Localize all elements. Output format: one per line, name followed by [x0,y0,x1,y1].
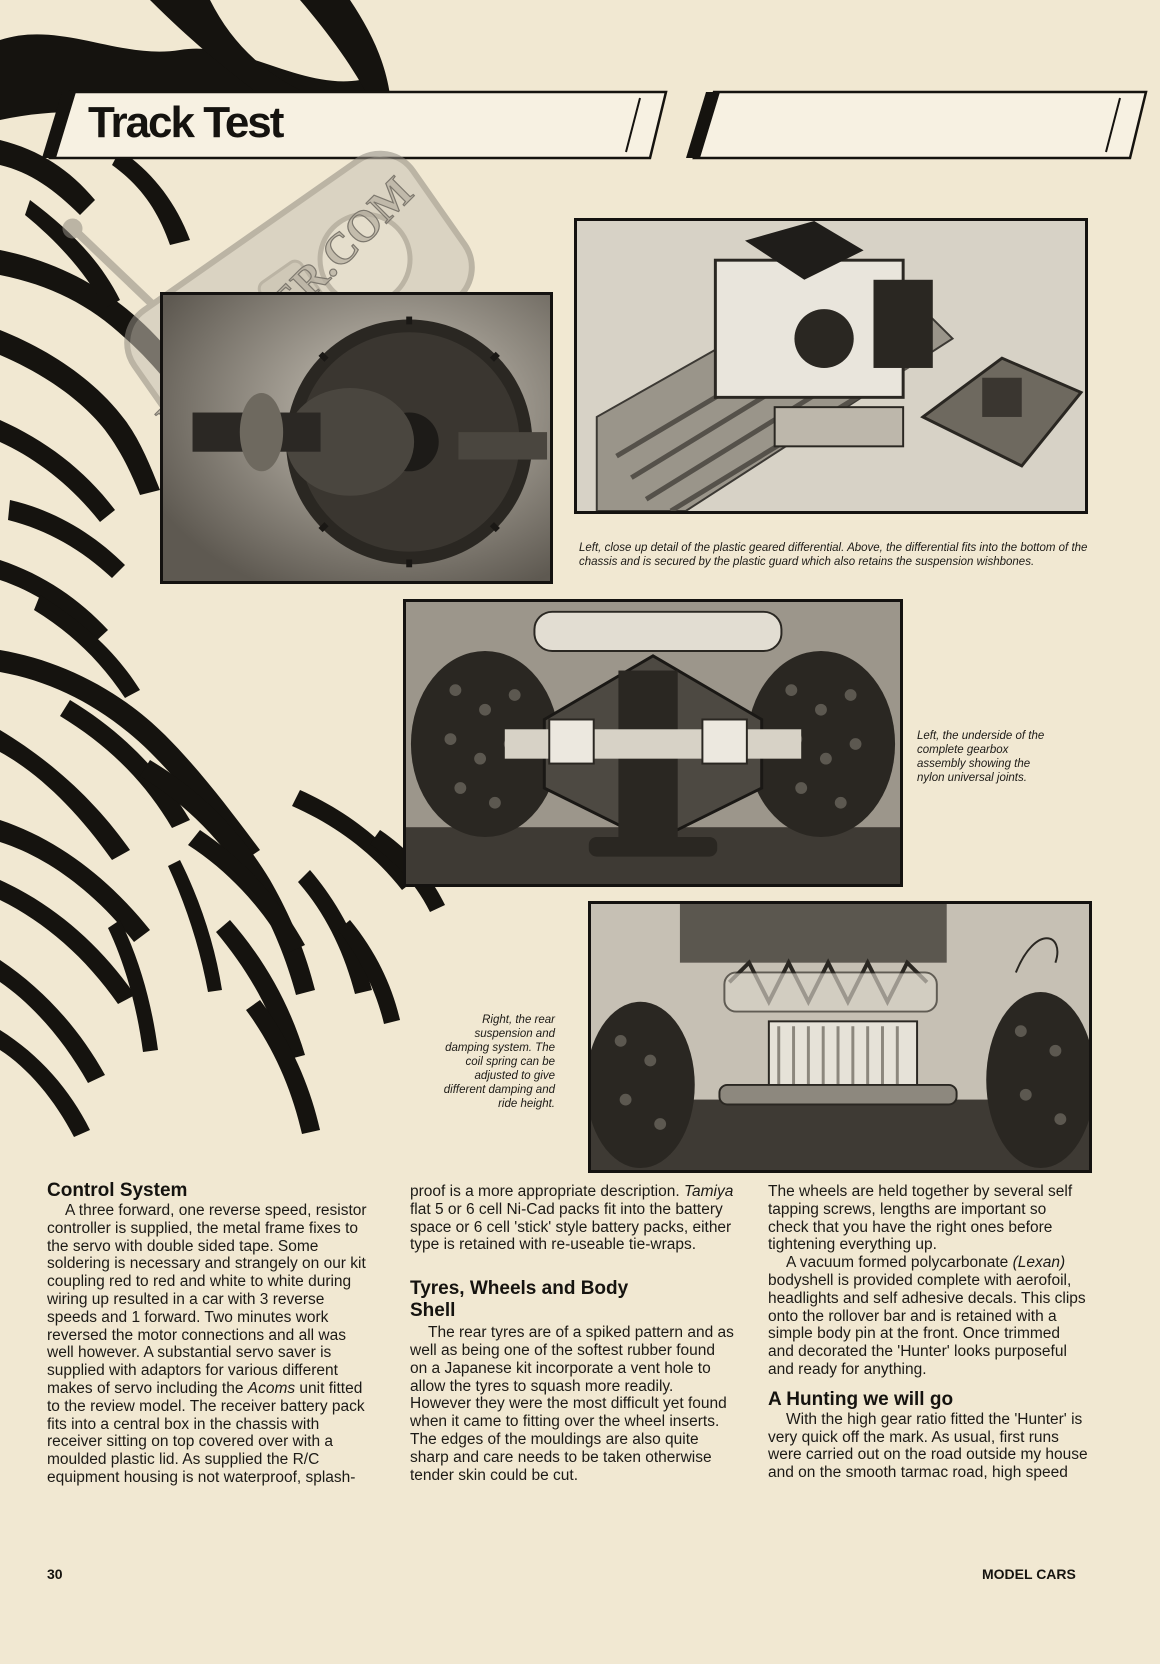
photo-differential [160,292,553,584]
photo-chassis [574,218,1088,514]
caption-gearbox-line: Left, the underside of the [917,730,1045,742]
text-span: bodyshell is provided complete with aerofoil, headlights and self adhesive decals. This clips onto the rollover bar and is retained with a simple body pin at the front. Once trimmed and decorated the 'Hunter' looks purposeful and ready for anything. [768,1271,1086,1378]
caption-suspension-line: ride height. [498,1098,555,1110]
caption-gearbox [917,729,1087,785]
page-number: 30 [47,1566,63,1582]
section-title: Track Test [88,98,283,147]
caption-suspension-line: suspension and [474,1028,555,1040]
text-span: unit fitted to the review model. The receiver battery pack fits into a central box in the chassis with receiver sitting on top covered over with a moulded plastic lid. As supplied the R/C equipment housing is not waterproof, splash- [47,1379,365,1486]
paragraph: With the high gear ratio fitted the 'Hunter' is very quick off the mark. As usual, first runs were carried out on the road outside my house and on the smooth tarmac road, high speed [768,1410,1088,1482]
header-banner-right [684,88,1150,162]
photo-rear-suspension [588,901,1092,1173]
text-emphasis: Acoms [247,1379,296,1397]
text-emphasis: Tamiya [683,1183,734,1200]
caption-gearbox-line: nylon universal joints. [917,772,1027,784]
magazine-name: MODEL CARS [982,1566,1076,1582]
paragraph [47,1202,372,1487]
text-span: A three forward, one reverse speed, resistor controller is supplied, the metal frame fixes to the servo with double sided tape. Some soldering is necessary and strangely on our kit coupling red to red and white to white during wiring up resulted in a car with 3 reverse speeds and 1 forward. Two minutes work reversed the motor connections and all was well however. A substantial servo saver is supplied with adaptors for various different makes of servo including the [47,1202,367,1397]
caption-differential: Left, close up detail of the plastic geared differential. Above, the differential fits into the bottom of the chassis and is secured by the plastic guard which also retains the suspension wishbones. [579,542,1088,568]
article-column-3 [768,1183,1090,1482]
text-span: A vacuum formed polycarbonate [786,1254,1013,1272]
photo-gearbox-underside [403,599,903,887]
paragraph: The rear tyres are of a spiked pattern and as well as being one of the softest rubber found on a Japanese kit incorporate a vent hole to allow the tyres to squash more readily. However they were the most difficult yet found when it came to fitting over the wheel inserts. The edges of the mouldings are also quite sharp and care needs to be taken otherwise tender skin could be cut. [410,1324,734,1484]
caption-suspension-line: adjusted to give [474,1070,555,1082]
caption-suspension-line: coil spring can be [465,1056,555,1068]
paragraph [768,1254,1090,1379]
paragraph: The wheels are held together by several self tapping screws, lengths are important so check that you have the right ones before tightening everything up. [768,1183,1073,1254]
caption-gearbox-line: complete gearbox [917,744,1009,756]
caption-gearbox-line: assembly showing the [917,758,1031,770]
caption-suspension-line: damping system. The [445,1042,555,1054]
heading-control-system: Control System [47,1180,188,1201]
caption-suspension-line: different damping and [443,1084,555,1096]
caption-suspension-line: Right, the rear [482,1014,555,1026]
article-column-1 [47,1180,372,1487]
heading-tyres-wheels: Tyres, Wheels and Body Shell [410,1278,629,1322]
text-span: proof is a more appropriate description. [410,1183,684,1200]
paragraph [410,1183,735,1254]
text-span: flat 5 or 6 cell Ni-Cad packs fit into the battery space or 6 cell 'stick' style battery packs, either type is retained with re-useable tie-wraps. [410,1200,732,1254]
caption-suspension [395,1013,555,1111]
heading-hunting: A Hunting we will go [768,1388,954,1410]
article-column-2 [410,1183,735,1484]
text-emphasis: (Lexan) [1012,1254,1066,1272]
